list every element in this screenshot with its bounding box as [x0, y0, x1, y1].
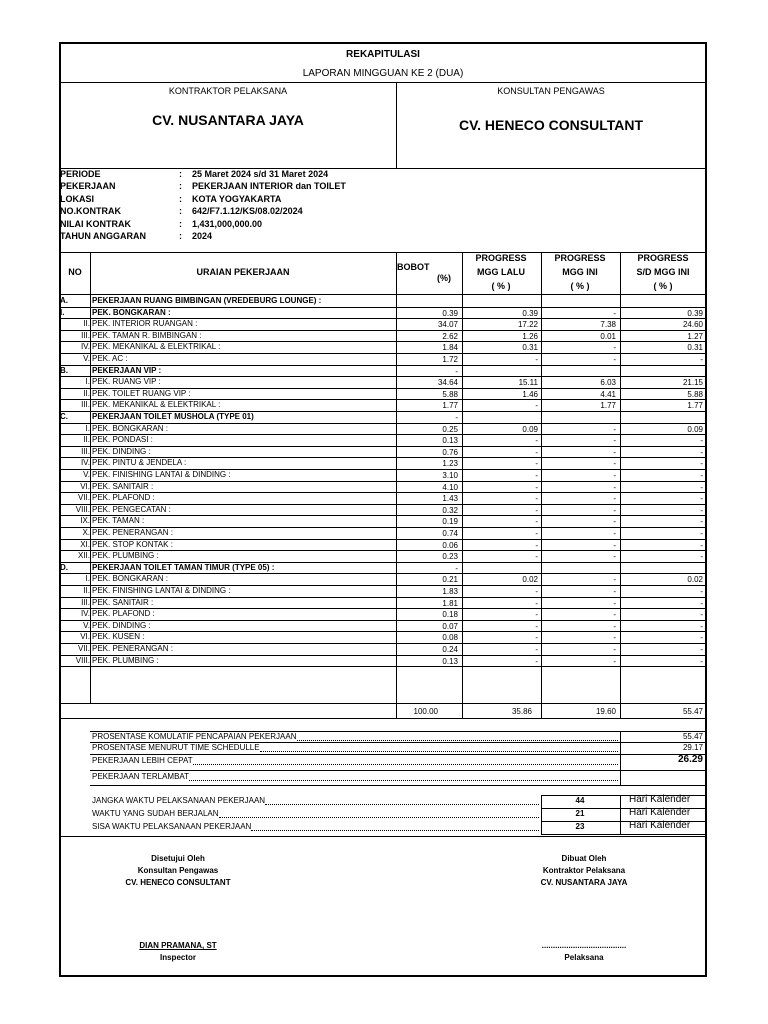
- time-unit: Hari Kalender: [629, 820, 691, 831]
- row-name: PEK. STOP KONTAK :: [92, 539, 173, 549]
- row-no: VIII.: [75, 655, 90, 665]
- row-bobot: 1.81: [442, 598, 458, 608]
- row-bobot: 1.77: [442, 401, 458, 411]
- table-header-bottom-line: [60, 294, 706, 295]
- table-col-divider: [541, 252, 542, 718]
- row-no: D.: [60, 562, 68, 572]
- info-value: 2024: [192, 231, 213, 241]
- row-no: VII.: [77, 644, 90, 653]
- row-sd: 0.02: [687, 575, 703, 585]
- row-bobot: 2.62: [442, 331, 458, 341]
- table-col-divider: [620, 252, 621, 718]
- row-name: PEK. RUANG VIP :: [92, 377, 161, 387]
- row-ini: -: [613, 645, 616, 654]
- row-ini: -: [613, 447, 616, 457]
- row-name: PEK. MEKANIKAL & ELEKTRIKAL :: [92, 342, 221, 352]
- row-lalu: -: [535, 494, 538, 504]
- table-row-line: [60, 481, 706, 482]
- info-separator: :: [179, 231, 182, 241]
- row-bobot: 34.64: [437, 378, 458, 388]
- row-sd: -: [700, 517, 703, 527]
- row-bobot: 3.10: [442, 471, 458, 480]
- row-lalu: 0.02: [522, 575, 538, 585]
- row-name: PEK. PENERANGAN :: [92, 528, 173, 537]
- row-sd: -: [700, 494, 703, 504]
- row-lalu: -: [535, 587, 538, 596]
- col-sd-1: PROGRESS: [637, 253, 689, 263]
- sign-left-name: DIAN PRAMANA, ST: [139, 941, 217, 950]
- info-value: PEKERJAAN INTERIOR dan TOILET: [192, 181, 346, 192]
- summary-label: PEKERJAAN LEBIH CEPAT: [92, 756, 193, 765]
- row-bobot: 1.83: [442, 587, 458, 596]
- row-name: PEK. PINTU & JENDELA :: [92, 458, 187, 468]
- row-bobot: 0.13: [442, 656, 458, 666]
- row-bobot: 0.23: [442, 552, 458, 562]
- info-label: PEKERJAAN: [60, 181, 116, 192]
- row-name: PEK. PLUMBING :: [92, 655, 159, 665]
- table-row-line: [60, 492, 706, 493]
- info-value: 25 Maret 2024 s/d 31 Maret 2024: [192, 169, 329, 179]
- row-name: PEK. TOILET RUANG VIP :: [92, 388, 191, 398]
- row-no: I.: [85, 423, 90, 433]
- row-no: I.: [85, 377, 90, 387]
- row-ini: -: [613, 656, 616, 666]
- row-sd: 1.27: [687, 331, 703, 341]
- row-ini: -: [613, 633, 616, 643]
- col-bobot-unit: (%): [437, 273, 451, 283]
- info-separator: :: [179, 169, 182, 179]
- info-label: LOKASI: [60, 193, 95, 204]
- row-sd: -: [700, 598, 703, 608]
- leader-dots: [189, 780, 618, 781]
- col-sd-2: S/D MGG INI: [636, 267, 690, 277]
- time-value: 21: [575, 809, 585, 818]
- row-name: PEK. PLAFOND :: [92, 493, 155, 503]
- col-ini-3: ( % ): [570, 281, 590, 291]
- row-no: VI.: [80, 632, 90, 642]
- info-separator: :: [179, 193, 182, 204]
- table-row-line: [60, 353, 706, 354]
- summary-line: [90, 754, 706, 755]
- row-bobot: -: [455, 413, 458, 422]
- row-lalu: -: [535, 436, 538, 446]
- table-top-line: [60, 252, 706, 253]
- row-no: III.: [81, 400, 90, 410]
- row-sd: 0.09: [687, 424, 703, 434]
- sign-right-name: ......................................: [541, 941, 627, 950]
- row-no: XI.: [80, 539, 90, 549]
- row-sd: -: [700, 529, 703, 538]
- row-name: PEK. PLAFOND :: [92, 609, 155, 619]
- row-lalu: -: [535, 540, 538, 550]
- row-no: V.: [83, 354, 90, 363]
- row-name: PEK. FINISHING LANTAI & DINDING :: [92, 470, 231, 479]
- row-lalu: 17.22: [517, 320, 538, 330]
- row-ini: 0.01: [600, 331, 616, 341]
- row-lalu: -: [535, 482, 538, 492]
- row-lalu: -: [535, 621, 538, 631]
- row-ini: -: [613, 471, 616, 480]
- summary-label: PROSENTASE KOMULATIF PENCAPAIAN PEKERJAAN: [92, 732, 297, 741]
- row-sd: -: [700, 610, 703, 620]
- row-sd: -: [700, 447, 703, 457]
- row-no: XII.: [77, 551, 90, 561]
- row-name: PEK. BONGKARAN :: [92, 423, 169, 433]
- row-no: IV.: [80, 342, 90, 352]
- row-no: VII.: [77, 493, 90, 503]
- row-sd: 0.31: [687, 343, 703, 353]
- row-sd: -: [700, 645, 703, 654]
- report-subtitle: LAPORAN MINGGUAN KE 2 (DUA): [302, 68, 464, 79]
- row-name: PEK. BONGKARAN :: [92, 307, 171, 317]
- row-no: V.: [83, 470, 90, 479]
- row-lalu: -: [535, 471, 538, 480]
- row-bobot: -: [455, 366, 458, 376]
- row-bobot: 0.25: [442, 424, 458, 434]
- row-bobot: 0.39: [442, 308, 458, 318]
- info-label: PERIODE: [60, 169, 101, 179]
- row-ini: -: [613, 482, 616, 492]
- row-sd: 0.39: [687, 308, 703, 318]
- col-lalu-1: PROGRESS: [475, 253, 527, 263]
- total-sd: 55.47: [682, 707, 703, 716]
- row-bobot: 0.76: [442, 447, 458, 457]
- time-line: [541, 834, 706, 835]
- col-lalu-3: ( % ): [491, 281, 511, 291]
- row-bobot: 34.07: [437, 320, 458, 330]
- row-ini: -: [613, 610, 616, 620]
- row-name: PEK. DINDING :: [92, 620, 151, 630]
- row-bobot: 0.21: [442, 575, 458, 585]
- sign-left-l1: Disetujui Oleh: [151, 854, 205, 863]
- summary-line: [90, 770, 706, 771]
- row-sd: -: [700, 540, 703, 550]
- contractor-name: CV. NUSANTARA JAYA: [152, 112, 304, 128]
- table-col-divider: [90, 666, 91, 703]
- row-ini: -: [613, 621, 616, 631]
- row-bobot: 0.08: [442, 633, 458, 643]
- time-value: 23: [575, 822, 585, 831]
- row-bobot: 0.18: [442, 610, 458, 620]
- row-ini: -: [613, 552, 616, 562]
- row-ini: -: [613, 355, 616, 364]
- row-name: PEK. PONDASI :: [92, 435, 153, 445]
- row-name: PEK. KUSEN :: [92, 632, 145, 642]
- row-name: PEK. FINISHING LANTAI & DINDING :: [92, 586, 231, 595]
- row-sd: -: [700, 633, 703, 643]
- row-bobot: 0.32: [442, 505, 458, 515]
- time-unit: Hari Kalender: [629, 794, 691, 805]
- row-ini: 6.03: [600, 378, 616, 388]
- row-no: III.: [81, 597, 90, 607]
- leader-dots: [265, 804, 539, 805]
- time-divider: [620, 795, 621, 834]
- row-ini: -: [613, 308, 616, 318]
- row-lalu: -: [535, 656, 538, 666]
- row-name: PEK. PENGECATAN :: [92, 504, 171, 514]
- info-value: 1,431,000,000.00: [192, 218, 263, 229]
- leader-dots: [251, 830, 539, 831]
- row-sd: -: [700, 471, 703, 480]
- row-bobot: 0.24: [442, 645, 458, 654]
- time-divider: [541, 795, 542, 834]
- sign-right-l2: Kontraktor Pelaksana: [542, 866, 626, 875]
- col-ini-1: PROGRESS: [554, 253, 606, 263]
- row-bobot: 1.84: [442, 343, 458, 353]
- time-line: [541, 821, 706, 822]
- col-bobot: BOBOT: [397, 262, 430, 272]
- row-name: PEK. AC :: [92, 354, 128, 363]
- row-sd: -: [700, 355, 703, 364]
- sign-right-l3: CV. NUSANTARA JAYA: [540, 878, 628, 887]
- row-bobot: -: [455, 563, 458, 573]
- total-ini: 19.60: [595, 707, 616, 716]
- info-separator: :: [179, 218, 182, 229]
- row-lalu: -: [535, 610, 538, 620]
- table-row-line: [60, 631, 706, 632]
- row-no: II.: [83, 435, 90, 445]
- row-lalu: -: [535, 598, 538, 608]
- info-value: 642/F7.1.12/KS/08.02/2024: [192, 206, 303, 217]
- row-ini: -: [613, 343, 616, 353]
- sign-left-l2: Konsultan Pengawas: [137, 866, 219, 875]
- row-lalu: -: [535, 447, 538, 457]
- info-label: NO.KONTRAK: [60, 206, 121, 217]
- row-bobot: 0.19: [442, 517, 458, 527]
- header-bottom-line: [60, 168, 706, 169]
- time-label: SISA WAKTU PELAKSANAAN PEKERJAAN: [92, 822, 252, 831]
- row-ini: -: [613, 517, 616, 527]
- total-bobot: 100.00: [413, 707, 438, 716]
- signature-top-line: [60, 836, 706, 837]
- row-ini: -: [613, 424, 616, 434]
- row-lalu: -: [535, 459, 538, 469]
- row-sd: -: [700, 436, 703, 446]
- row-name: PEK. SANITAIR :: [92, 597, 154, 607]
- col-uraian: URAIAN PEKERJAAN: [196, 267, 290, 277]
- time-value: 44: [575, 796, 585, 805]
- row-lalu: -: [535, 505, 538, 515]
- row-no: II.: [83, 388, 90, 398]
- col-ini-2: MGG INI: [562, 267, 598, 277]
- row-ini: 7.38: [600, 320, 616, 330]
- row-name: PEKERJAAN RUANG BIMBINGAN (VREDEBURG LOUNGE) :: [92, 296, 322, 305]
- row-lalu: -: [535, 401, 538, 411]
- summary-label: PEKERJAAN TERLAMBAT: [92, 772, 190, 781]
- time-label: JANGKA WAKTU PELAKSANAAN PEKERJAAN: [92, 796, 266, 805]
- time-line: [541, 795, 706, 796]
- row-lalu: 1.46: [522, 389, 538, 399]
- summary-value: 29.17: [682, 743, 703, 752]
- row-ini: 4.41: [600, 389, 616, 399]
- row-ini: 1.77: [600, 401, 616, 411]
- row-sd: 21.15: [682, 378, 703, 388]
- row-no: III.: [81, 446, 90, 456]
- leader-dots: [193, 764, 618, 765]
- row-lalu: -: [535, 645, 538, 654]
- row-lalu: 0.09: [522, 424, 538, 434]
- row-sd: 1.77: [687, 401, 703, 411]
- row-name: PEK. INTERIOR RUANGAN :: [92, 319, 198, 329]
- row-lalu: 1.26: [522, 331, 538, 341]
- row-lalu: 15.11: [518, 378, 538, 388]
- row-no: II.: [83, 319, 90, 329]
- summary-divider: [620, 731, 621, 785]
- info-separator: :: [179, 206, 182, 217]
- row-no: V.: [83, 620, 90, 630]
- summary-label: PROSENTASE MENURUT TIME SCHEDULLE: [92, 743, 260, 752]
- row-sd: -: [700, 459, 703, 469]
- row-bobot: 1.23: [442, 459, 458, 469]
- row-ini: -: [613, 505, 616, 515]
- row-ini: -: [613, 436, 616, 446]
- time-label: WAKTU YANG SUDAH BERJALAN: [92, 809, 219, 818]
- row-name: PEK. MEKANIKAL & ELEKTRIKAL :: [92, 400, 221, 410]
- time-unit: Hari Kalender: [629, 807, 691, 818]
- row-no: I.: [60, 307, 65, 317]
- row-bobot: 0.07: [442, 621, 458, 631]
- row-sd: 5.88: [687, 389, 703, 399]
- table-row-line: [60, 434, 706, 435]
- row-sd: -: [700, 505, 703, 515]
- table-row-line: [60, 446, 706, 447]
- row-name: PEK. TAMAN R. BIMBINGAN :: [92, 330, 202, 340]
- row-no: VIII.: [75, 504, 90, 514]
- row-no: X.: [82, 528, 90, 537]
- summary-line: [90, 742, 706, 743]
- row-ini: -: [613, 540, 616, 550]
- row-lalu: -: [535, 529, 538, 538]
- table-row-line: [60, 597, 706, 598]
- contractor-role: KONTRAKTOR PELAKSANA: [168, 86, 288, 96]
- row-no: I.: [85, 574, 90, 584]
- leader-dots: [260, 751, 618, 752]
- row-bobot: 0.06: [442, 540, 458, 550]
- row-bobot: 4.10: [442, 482, 458, 492]
- info-separator: :: [179, 181, 182, 192]
- row-bobot: 1.72: [442, 355, 458, 364]
- consultant-name: CV. HENECO CONSULTANT: [458, 117, 644, 133]
- table-col-divider: [90, 252, 91, 666]
- leader-dots: [219, 817, 539, 818]
- row-bobot: 0.13: [442, 436, 458, 446]
- header-divider: [60, 82, 706, 83]
- col-no: NO: [68, 267, 82, 277]
- table-row-line: [60, 515, 706, 516]
- sign-left-l3: CV. HENECO CONSULTANT: [125, 878, 231, 887]
- header-vdivider: [396, 82, 397, 168]
- table-line: [60, 718, 706, 719]
- row-name: PEK. BONGKARAN :: [92, 574, 169, 584]
- row-ini: -: [613, 494, 616, 504]
- row-lalu: 0.39: [522, 308, 538, 318]
- leader-dots: [297, 740, 619, 741]
- row-no: IV.: [80, 458, 90, 468]
- row-bobot: 5.88: [442, 389, 458, 399]
- row-sd: -: [700, 656, 703, 666]
- summary-value: 55.47: [682, 732, 703, 741]
- row-no: B.: [60, 365, 68, 375]
- row-sd: 24.60: [682, 320, 703, 330]
- row-sd: -: [700, 587, 703, 596]
- row-name: PEK. PENERANGAN :: [92, 644, 173, 653]
- total-lalu: 35.86: [511, 707, 532, 716]
- col-lalu-2: MGG LALU: [477, 267, 525, 277]
- sign-left-role: Inspector: [159, 953, 197, 962]
- row-name: PEK. TAMAN :: [92, 516, 145, 526]
- table-col-divider: [396, 252, 397, 718]
- report-title: REKAPITULASI: [346, 49, 420, 60]
- row-ini: -: [613, 459, 616, 469]
- row-ini: -: [613, 529, 616, 538]
- sign-right-l1: Dibuat Oleh: [561, 854, 607, 863]
- time-line: [541, 808, 706, 809]
- row-sd: -: [700, 482, 703, 492]
- table-row-line: [60, 666, 706, 667]
- table-line: [60, 703, 706, 704]
- row-no: IV.: [80, 609, 90, 619]
- row-no: VI.: [80, 481, 90, 491]
- table-row-line: [60, 620, 706, 621]
- row-name: PEKERJAAN TOILET TAMAN TIMUR (TYPE 05) :: [92, 562, 275, 572]
- row-bobot: 1.43: [442, 494, 458, 504]
- row-name: PEK. DINDING :: [92, 446, 151, 456]
- row-ini: -: [613, 587, 616, 596]
- row-name: PEK. SANITAIR :: [92, 481, 154, 491]
- summary-line: [90, 731, 706, 732]
- table-row-line: [60, 608, 706, 609]
- row-lalu: 0.31: [522, 343, 538, 353]
- col-sd-3: ( % ): [653, 281, 673, 291]
- summary-line: [90, 785, 706, 786]
- summary-value: 26.29: [677, 754, 703, 765]
- row-name: PEKERJAAN TOILET MUSHOLA (TYPE 01): [92, 412, 254, 421]
- row-sd: -: [700, 621, 703, 631]
- row-bobot: 0.74: [442, 529, 458, 538]
- row-no: III.: [81, 330, 90, 340]
- row-name: PEK. PLUMBING :: [92, 551, 159, 561]
- row-lalu: -: [535, 355, 538, 364]
- info-label: TAHUN ANGGARAN: [60, 231, 146, 241]
- info-value: KOTA YOGYAKARTA: [192, 193, 282, 204]
- row-no: C.: [60, 412, 68, 421]
- row-no: A.: [60, 296, 68, 305]
- row-lalu: -: [535, 633, 538, 643]
- row-no: IX.: [80, 516, 90, 526]
- sign-right-role: Pelaksana: [564, 953, 604, 962]
- row-sd: -: [700, 552, 703, 562]
- row-ini: -: [613, 575, 616, 585]
- row-ini: -: [613, 598, 616, 608]
- row-lalu: -: [535, 552, 538, 562]
- consultant-role: KONSULTAN PENGAWAS: [497, 86, 605, 96]
- table-col-divider: [462, 252, 463, 718]
- row-lalu: -: [535, 517, 538, 527]
- row-name: PEKERJAAN VIP :: [92, 365, 162, 375]
- row-no: II.: [83, 586, 90, 595]
- info-label: NILAI KONTRAK: [60, 218, 131, 229]
